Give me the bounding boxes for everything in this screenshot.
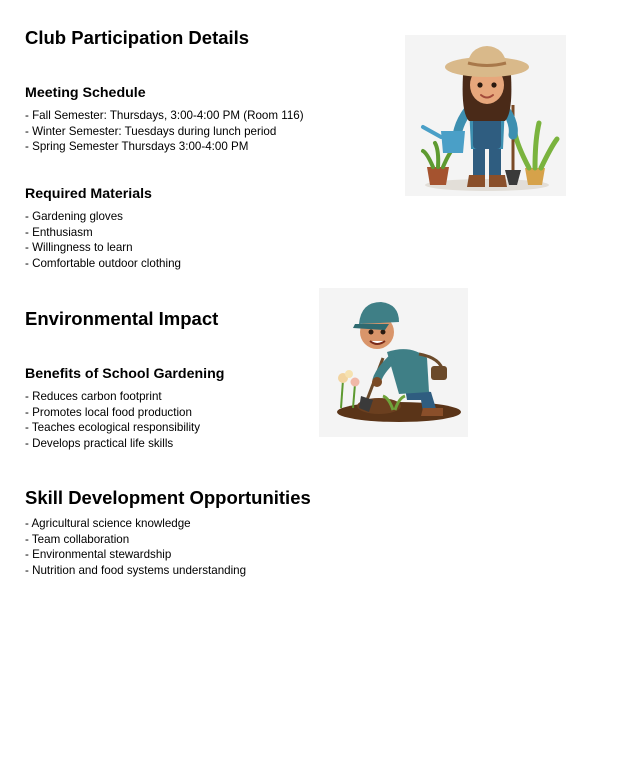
required-materials-list xyxy=(25,209,181,271)
list-item: - Reduces carbon footprint xyxy=(25,389,200,405)
list-item: - Develops practical life skills xyxy=(25,436,200,452)
list-item: - Willingness to learn xyxy=(25,240,181,256)
list-item: - Fall Semester: Thursdays, 3:00-4:00 PM (Room 116) xyxy=(25,108,304,124)
list-item: - Gardening gloves xyxy=(25,209,181,225)
list-item: - Teaches ecological responsibility xyxy=(25,420,200,436)
list-item: - Enthusiasm xyxy=(25,225,181,241)
list-item: - Environmental stewardship xyxy=(25,547,246,563)
list-item: - Winter Semester: Tuesdays during lunch period xyxy=(25,124,304,140)
list-item: - Comfortable outdoor clothing xyxy=(25,256,181,272)
boy-gardener-image xyxy=(319,288,468,437)
list-item: - Nutrition and food systems understanding xyxy=(25,563,246,579)
list-item: - Spring Semester Thursdays 3:00-4:00 PM xyxy=(25,139,304,155)
benefits-heading: Benefits of School Gardening xyxy=(25,366,225,382)
skills-list xyxy=(25,516,246,578)
meeting-schedule-heading: Meeting Schedule xyxy=(25,85,146,101)
club-section-title: Club Participation Details xyxy=(25,27,250,48)
list-item: - Agricultural science knowledge xyxy=(25,516,246,532)
girl-gardener-image xyxy=(405,35,566,196)
meeting-schedule-list xyxy=(25,108,304,155)
list-item: - Promotes local food production xyxy=(25,405,200,421)
skills-section-title: Skill Development Opportunities xyxy=(25,487,311,508)
impact-section-title: Environmental Impact xyxy=(25,308,219,329)
benefits-list xyxy=(25,389,200,451)
list-item: - Team collaboration xyxy=(25,532,246,548)
required-materials-heading: Required Materials xyxy=(25,186,152,202)
